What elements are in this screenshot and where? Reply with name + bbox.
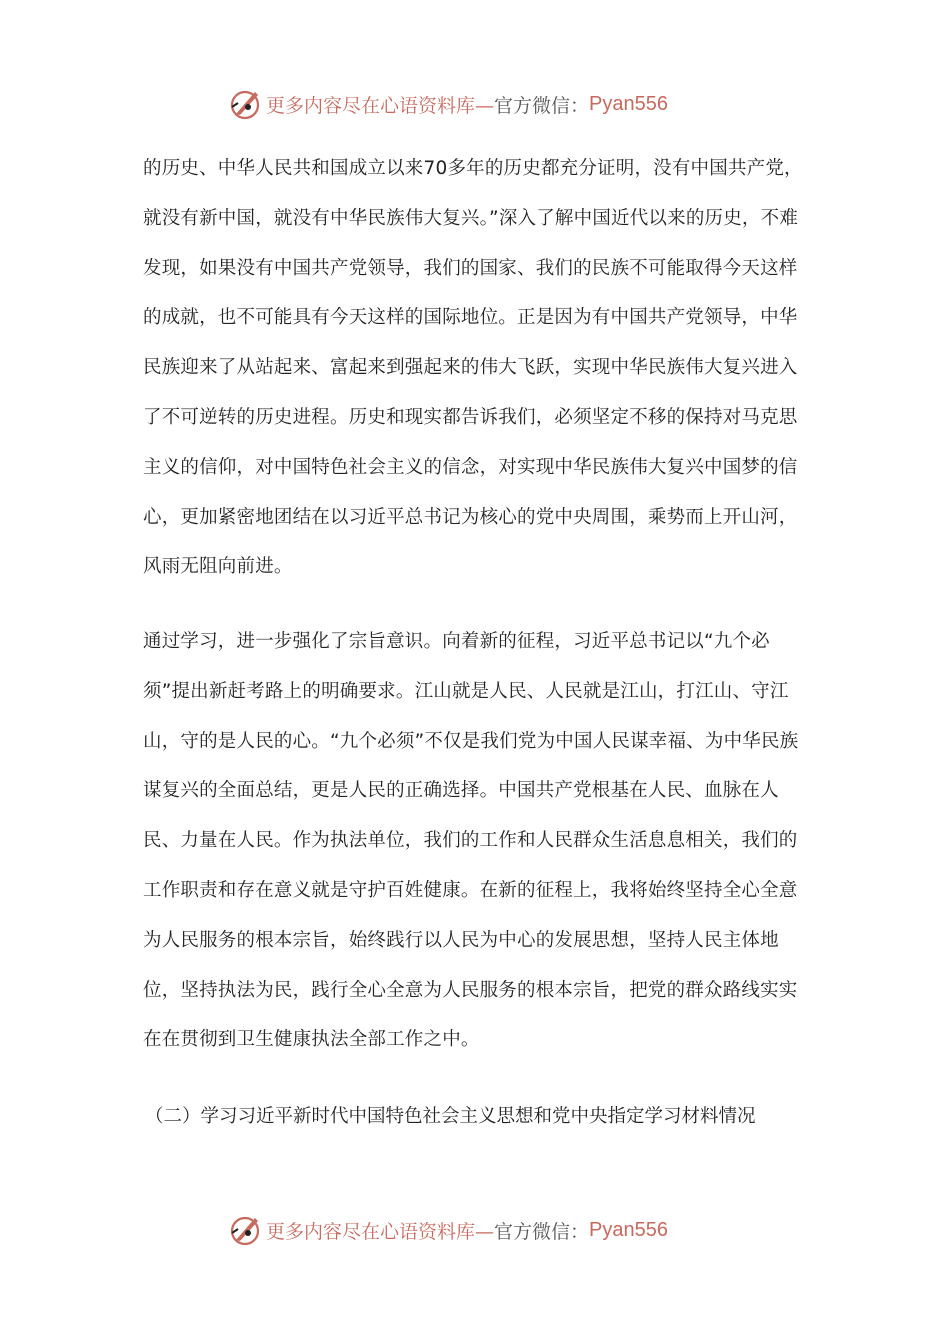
- quill-circle-logo-icon: [228, 1213, 262, 1247]
- wechat-id: Pyan556: [589, 92, 668, 115]
- section-heading: （二）学习习近平新时代中国特色社会主义思想和党中央指定学习材料情况: [145, 1106, 756, 1127]
- body-paragraph-1: 的历史、中华人民共和国成立以来70多年的历史都充分证明，没有中国共产党，就没有新中国，就没有中华民族伟大复兴。”深入了解中国近代以来的历史，不难发现，如果没有中国共产党领导，我们的国家、我们的民族不可能取得今天这样的成就，也不可能具有今天这样的国际地位。正是因为有中国共产党领导，中华民族迎来了从站起来、富起来到强起来的伟大飞跃，实现中华民族伟大复兴进入了不可逆转的历史进程。历史和现实都告诉我们，必须坚定不移的保持对马克思主义的信仰，对中国特色社会主义的信念，对实现中华民族伟大复兴中国梦的信心，更加紧密地团结在以习近平总书记为核心的党中央周围，乘势而上开山河，风雨无阻向前进。: [143, 158, 803, 578]
- footer-banner: [228, 1212, 668, 1248]
- quill-circle-logo-icon: [228, 87, 262, 121]
- promo-text: 更多内容尽在心语资料库—: [266, 94, 495, 117]
- wechat-label: 官方微信：: [494, 94, 590, 117]
- wechat-id: Pyan556: [589, 1218, 668, 1241]
- wechat-label: 官方微信：: [494, 1220, 590, 1243]
- body-paragraph-2: 通过学习，进一步强化了宗旨意识。向着新的征程，习近平总书记以“九个必须”提出新赶考路上的明确要求。江山就是人民、人民就是江山，打江山、守江山，守的是人民的心。“九个必须”不仅是我们党为中国人民谋幸福、为中华民族谋复兴的全面总结，更是人民的正确选择。中国共产党根基在人民、血脉在人民、力量在人民。作为执法单位，我们的工作和人民群众生活息息相关，我们的工作职责和存在意义就是守护百姓健康。在新的征程上，我将始终坚持全心全意为人民服务的根本宗旨，始终践行以人民为中心的发展思想，坚持人民主体地位，坚持执法为民，践行全心全意为人民服务的根本宗旨，把党的群众路线实实在在贯彻到卫生健康执法全部工作之中。: [143, 631, 799, 1051]
- promo-text: 更多内容尽在心语资料库—: [266, 1220, 495, 1243]
- header-banner: [228, 86, 668, 122]
